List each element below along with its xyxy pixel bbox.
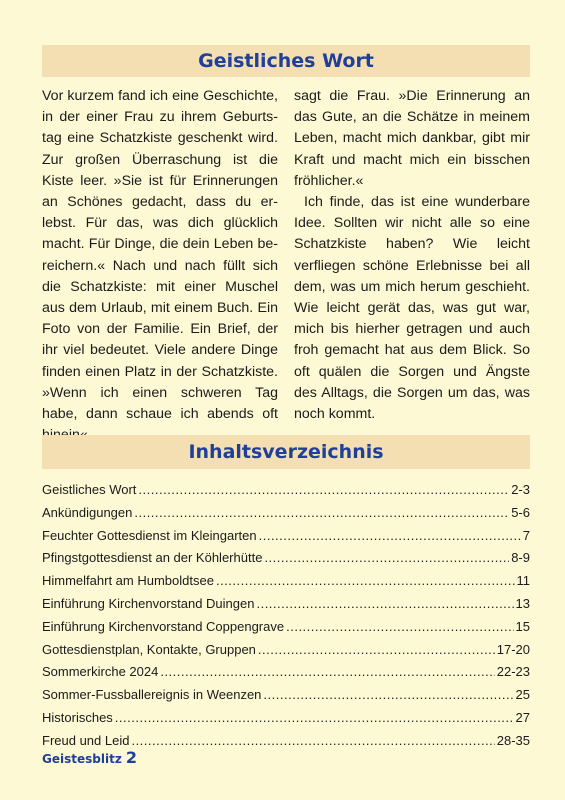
- toc-entry-title: Himmelfahrt am Humboldtsee: [42, 573, 214, 589]
- toc-entry-page: 7: [522, 527, 530, 543]
- toc-entry-page: 11: [516, 573, 530, 589]
- toc-entry[interactable]: [42, 502, 530, 525]
- toc-leader-dots: [259, 525, 521, 548]
- toc-entry-title: Einführung Kirchenvorstand Duingen: [42, 595, 255, 611]
- toc-leader-dots: [160, 661, 494, 684]
- toc-leader-dots: [286, 616, 513, 639]
- toc-leader-dots: [138, 479, 509, 502]
- toc-entry-title: Sommerkirche 2024: [42, 664, 159, 680]
- toc-entry-title: Ankündigungen: [42, 504, 133, 520]
- toc-entry-page: 8-9: [511, 550, 530, 566]
- toc-entry[interactable]: [42, 547, 530, 570]
- article-paragraph: Vor kurzem fand ich eine Geschichte, in der einer Frau zu ihrem Geburtstag eine Schatzkiste geschenkt wird. Zur großen Überraschung ist die Kiste leer. »Sie ist für Erinnerungen an Schönes gedacht, dass du erlebst. Für das, was dich glücklich macht. Für Dinge, die dein Leben bereichern.« Nach und nach füllt sich die Schatzkiste: mit einer Muschel aus dem Urlaub, mit einem Buch. Ein Foto von der Familie. Ein Brief, der ihr viel bedeutet. Viele andere Dinge finden einen Platz in der Schatzkiste. »Wenn ich einen schweren Tag habe, dann schaue ich abends oft: [42, 88, 278, 423]
- toc-entry-title: Feuchter Gottesdienst im Kleingarten: [42, 527, 257, 543]
- article-right-column: [294, 86, 530, 425]
- toc-entry-page: 5-6: [511, 504, 530, 520]
- toc-entry[interactable]: [42, 525, 530, 548]
- toc-entry-title: Historisches: [42, 709, 113, 725]
- toc-entry-page: 15: [515, 618, 530, 634]
- toc-leader-dots: [258, 639, 495, 662]
- toc-entry-title: Pfingstgottesdienst an der Köhlerhütte: [42, 550, 263, 566]
- toc-entry-title: Gottesdienstplan, Kontakte, Gruppen: [42, 641, 256, 657]
- toc-entry[interactable]: [42, 479, 530, 502]
- toc-entry-title: Geistliches Wort: [42, 482, 137, 497]
- toc-entry-page: 25: [515, 687, 530, 703]
- toc-entry-page: 2-3: [511, 482, 530, 497]
- toc-entry[interactable]: [42, 593, 530, 616]
- table-of-contents: [42, 479, 530, 753]
- toc-leader-dots: [264, 547, 509, 570]
- toc-entry-page: 13: [515, 595, 530, 611]
- page-footer: [42, 748, 137, 767]
- toc-leader-dots: [134, 502, 509, 525]
- toc-entry-page: 27: [515, 709, 530, 725]
- article-paragraph: sagt die Frau. »Die Erinnerung an das Gute, an die Schätze in meinem Leben, macht mich dankbar, gibt mir Kraft und macht mich ein bisschen fröhlicher.«: [294, 88, 530, 189]
- toc-entry-title: Sommer-Fussballereignis in Weenzen: [42, 687, 262, 703]
- toc-entry[interactable]: [42, 661, 530, 684]
- toc-entry-title: Freud und Leid: [42, 732, 130, 748]
- toc-entry[interactable]: [42, 616, 530, 639]
- article-paragraph: Ich finde, das ist eine wunderbare Idee. Sollten wir nicht alle so eine Schatzkiste haben? Wie leicht verfliegen schöne Erlebnisse bei all dem, was um mich herum geschieht. Wie leicht gerät das, was gut war, mich bis hierher getragen und auch froh gemacht hat aus dem Blick. So oft quälen die Sorgen und Ängste des Alltags, die Sorgen um das, was noch kommt.: [294, 194, 530, 423]
- toc-entry-page: 28-35: [496, 732, 530, 748]
- toc-entry[interactable]: [42, 707, 530, 730]
- article-left-column: [42, 86, 278, 446]
- magazine-name: Geistesblitz: [42, 752, 122, 766]
- toc-entry-title: Einführung Kirchenvorstand Coppengrave: [42, 618, 285, 634]
- toc-leader-dots: [115, 707, 514, 730]
- toc-entry-page: 17-20: [496, 641, 530, 657]
- page-number: 2: [125, 748, 137, 767]
- toc-leader-dots: [263, 684, 513, 707]
- toc-entry[interactable]: [42, 684, 530, 707]
- section-title: Geistliches Wort: [42, 45, 530, 77]
- toc-entry[interactable]: [42, 639, 530, 662]
- toc-entry-page: 22-23: [496, 664, 530, 680]
- toc-leader-dots: [256, 593, 513, 616]
- toc-leader-dots: [216, 570, 515, 593]
- toc-leader-dots: [131, 730, 494, 753]
- toc-heading: Inhaltsverzeichnis: [42, 435, 530, 469]
- toc-entry[interactable]: [42, 570, 530, 593]
